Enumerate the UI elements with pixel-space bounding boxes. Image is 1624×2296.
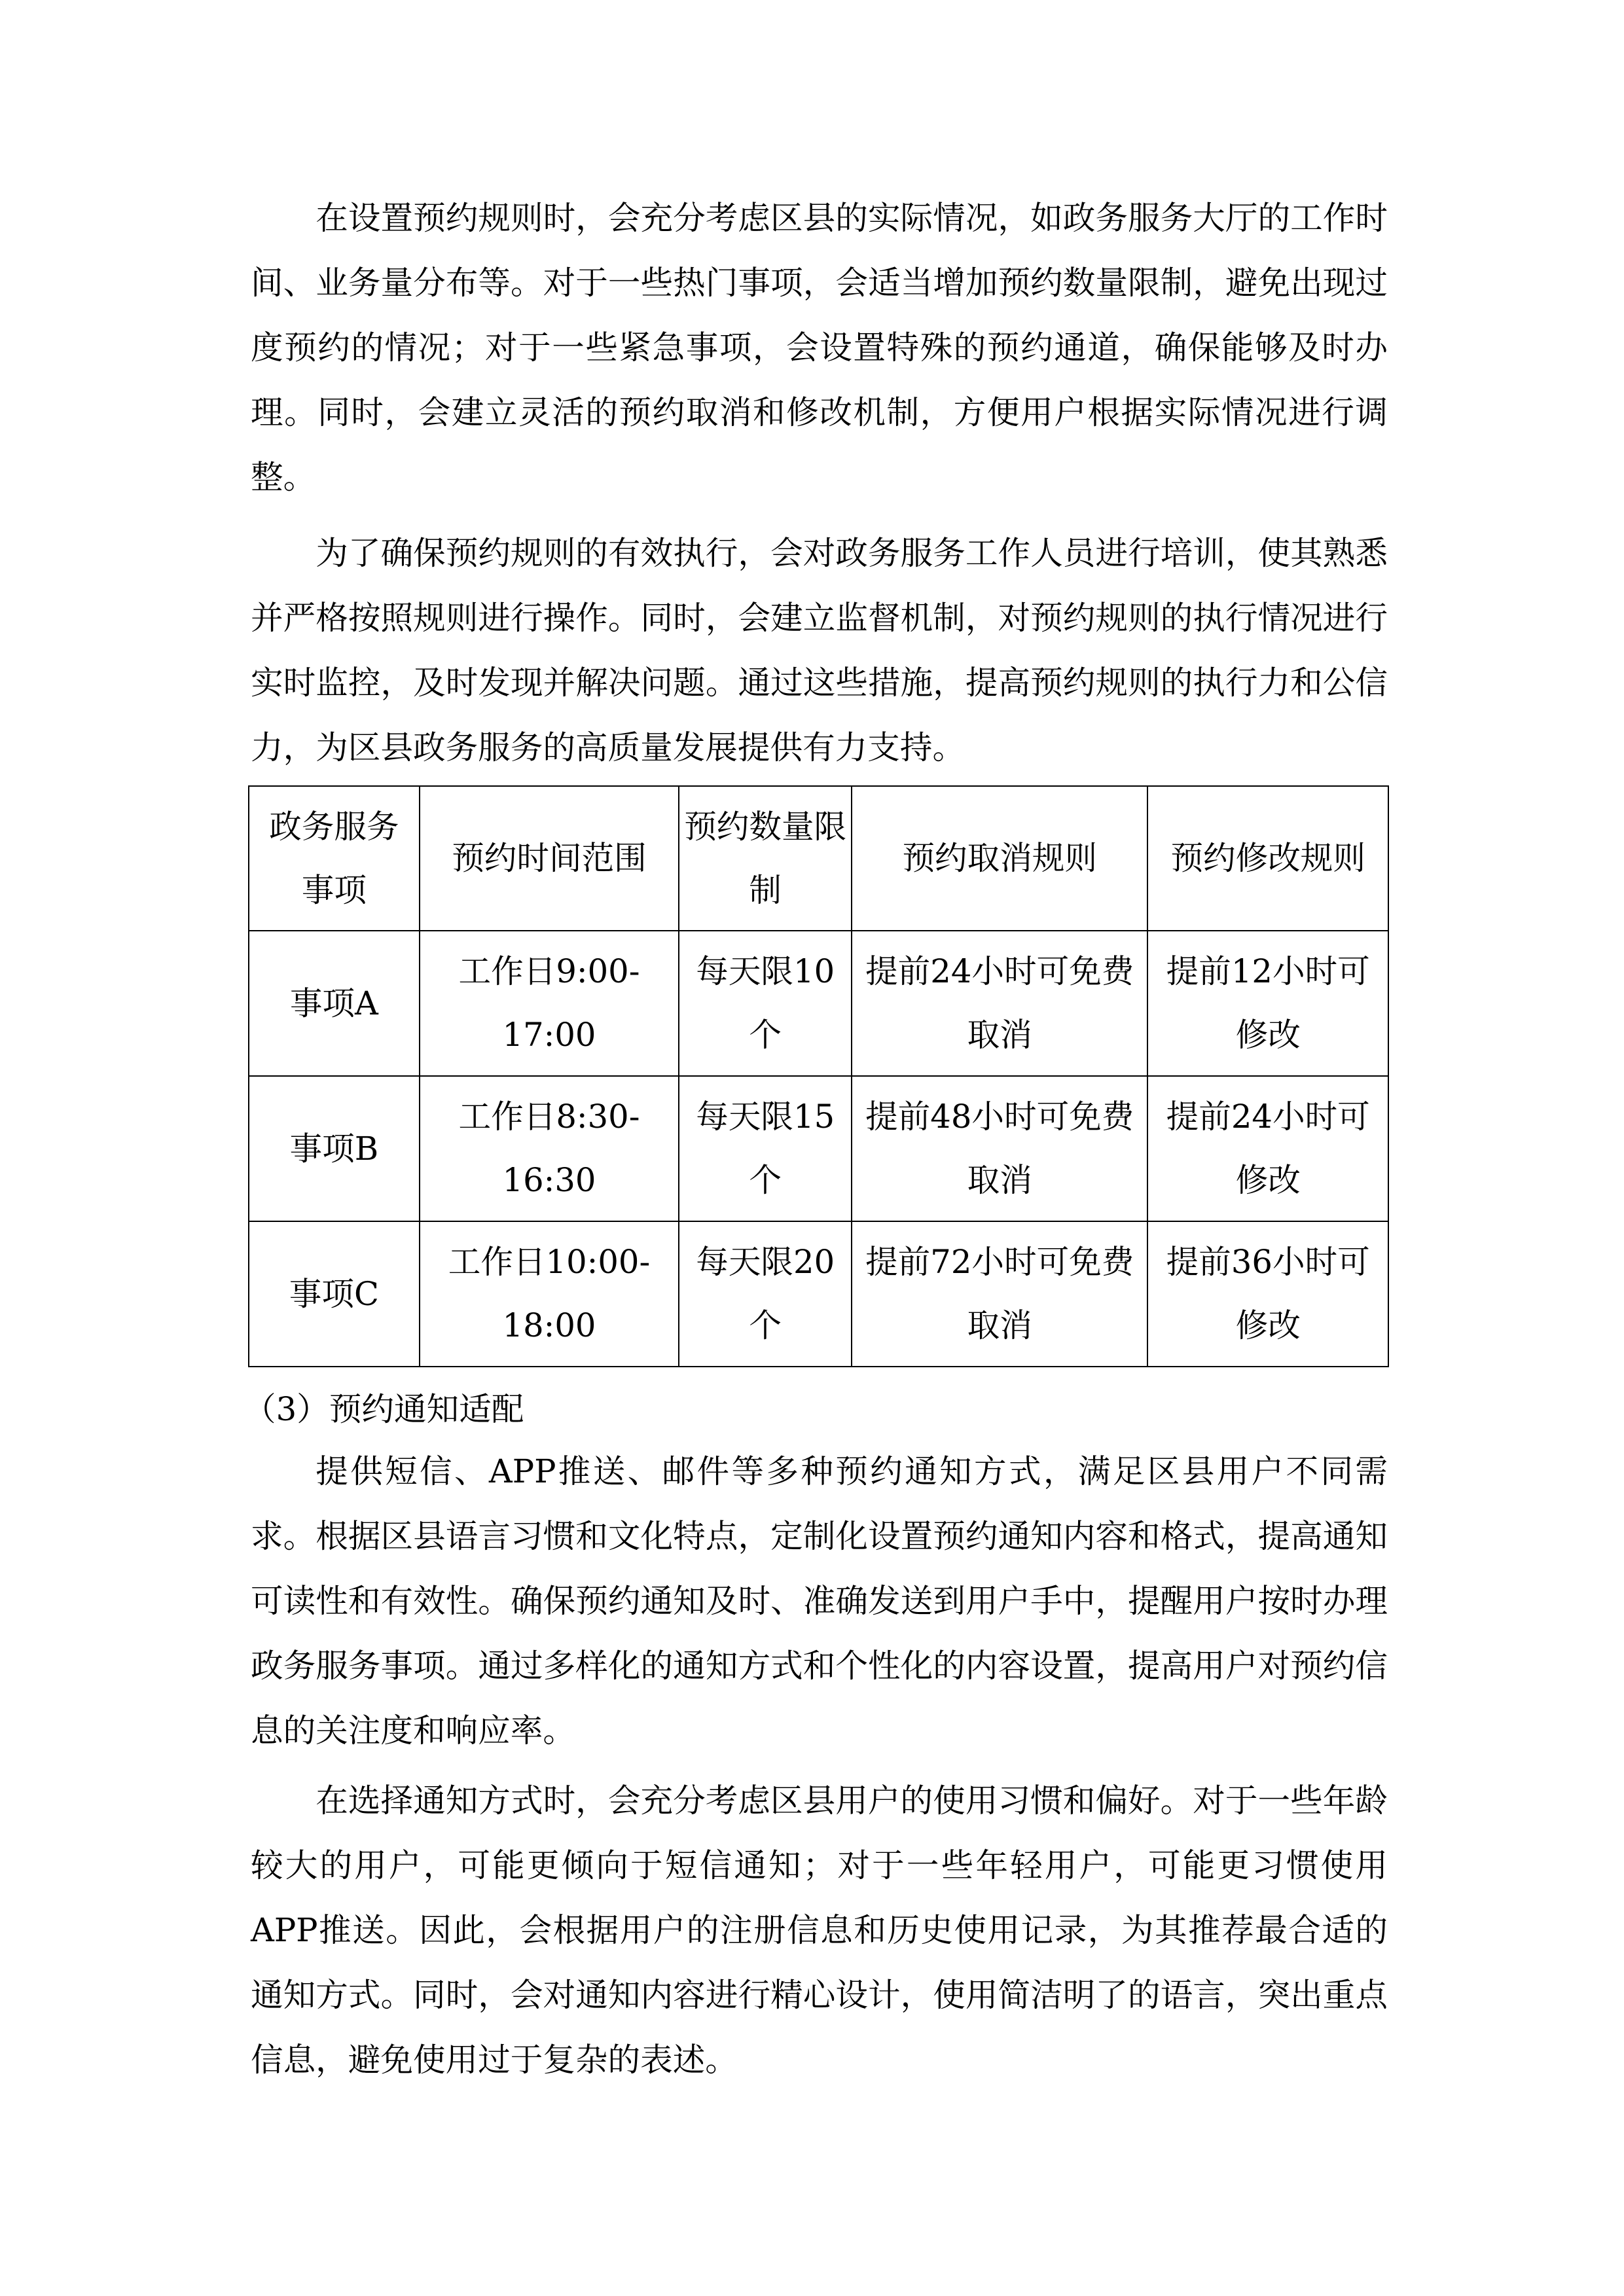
table-header-row — [249, 786, 1388, 931]
table-header-cell: 预约取消规则 — [852, 786, 1147, 931]
table-cell: 每天限10个 — [679, 931, 852, 1076]
table-header-cell: 预约时间范围 — [420, 786, 679, 931]
table-header-cell: 预约数量限制 — [679, 786, 852, 931]
table-cell: 提前24小时可修改 — [1147, 1076, 1388, 1221]
table-cell: 提前36小时可修改 — [1147, 1221, 1388, 1367]
body-paragraph: 提供短信、APP推送、邮件等多种预约通知方式，满足区县用户不同需求。根据区县语言习惯和文化特点，定制化设置预约通知内容和格式，提高通知可读性和有效性。确保预约通知及时、准确发送到用户手中，提醒用户按时办理政务服务事项。通过多样化的通知方式和个性化的内容设置，提高用户对预约信息的关注度和响应率。 — [251, 1452, 1388, 1749]
table-cell: 工作日10:00-18:00 — [420, 1221, 679, 1367]
table-cell: 每天限20个 — [679, 1221, 852, 1367]
table-cell: 事项B — [249, 1076, 420, 1221]
section-heading: （3）预约通知适配 — [244, 1390, 524, 1428]
table-row — [249, 1076, 1388, 1221]
body-paragraph: 在选择通知方式时，会充分考虑区县用户的使用习惯和偏好。对于一些年龄较大的用户，可能更倾向于短信通知；对于一些年轻用户，可能更习惯使用APP推送。因此，会根据用户的注册信息和历史使用记录，为其推荐最合适的通知方式。同时，会对通知内容进行精心设计，使用简洁明了的语言，突出重点信息，避免使用过于复杂的表述。 — [251, 1782, 1388, 2079]
table-row — [249, 1221, 1388, 1367]
table-cell: 每天限15个 — [679, 1076, 852, 1221]
table-cell: 提前24小时可免费取消 — [852, 931, 1147, 1076]
appointment-rules-table — [248, 785, 1389, 1367]
table-cell: 提前48小时可免费取消 — [852, 1076, 1147, 1221]
table-cell: 事项A — [249, 931, 420, 1076]
table-cell: 工作日9:00-17:00 — [420, 931, 679, 1076]
table-cell: 事项C — [249, 1221, 420, 1367]
body-paragraph: 为了确保预约规则的有效执行，会对政务服务工作人员进行培训，使其熟悉并严格按照规则进行操作。同时，会建立监督机制，对预约规则的执行情况进行实时监控，及时发现并解决问题。通过这些措施，提高预约规则的执行力和公信力，为区县政务服务的高质量发展提供有力支持。 — [251, 534, 1388, 766]
table-header-cell: 预约修改规则 — [1147, 786, 1388, 931]
table-row — [249, 931, 1388, 1076]
table-cell: 提前72小时可免费取消 — [852, 1221, 1147, 1367]
table-cell: 提前12小时可修改 — [1147, 931, 1388, 1076]
table-cell: 工作日8:30-16:30 — [420, 1076, 679, 1221]
table-header-cell: 政务服务事项 — [249, 786, 420, 931]
body-paragraph: 在设置预约规则时，会充分考虑区县的实际情况，如政务服务大厅的工作时间、业务量分布等。对于一些热门事项，会适当增加预约数量限制，避免出现过度预约的情况；对于一些紧急事项，会设置特殊的预约通道，确保能够及时办理。同时，会建立灵活的预约取消和修改机制，方便用户根据实际情况进行调整。 — [251, 199, 1388, 496]
